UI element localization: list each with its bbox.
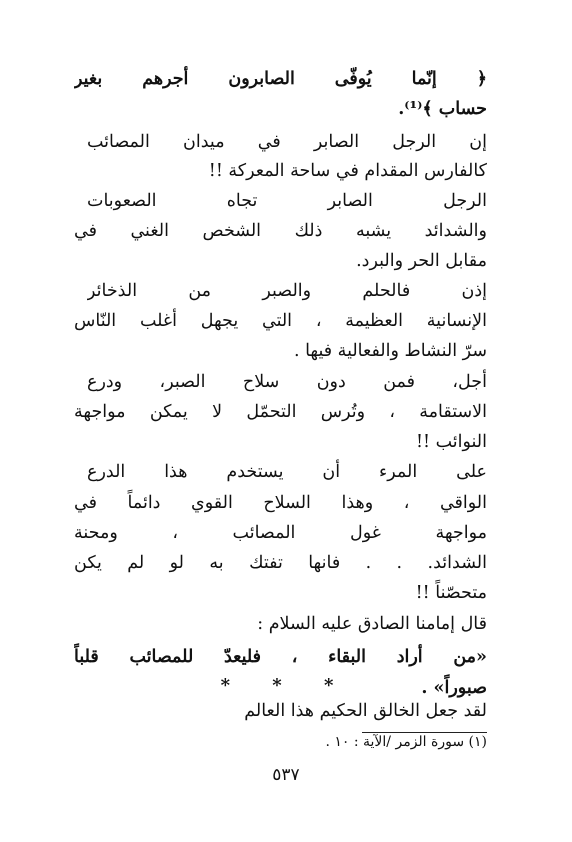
paragraph-1-line-1: إن الرجل الصابر في ميدان المصائب [87,132,487,152]
quote-line-2: صبوراً» . [421,678,487,698]
paragraph-5-line-5: متحصّناً !! [415,583,487,603]
closing-line: لقد جعل الخالق الحكيم هذا العالم [244,701,487,721]
paragraph-1-line-2: كالفارس المقدام في ساحة المعركة !! [208,161,487,181]
quote-line-1: «من أراد البقاء ، فليعدّ للمصائب قلباً [74,647,487,667]
paragraph-3-line-1: إذن فالحلم والصبر من الذخائر [87,281,487,301]
paragraph-3-line-2: الإنسانية العظيمة ، التي يجهل أغلب النّاس [74,311,487,331]
paragraph-4-line-1: أجل، فمن دون سلاح الصبر، ودرع [87,372,487,392]
paragraph-5-line-2: الواقي ، وهذا السلاح القوي دائماً في [74,493,487,513]
paragraph-2-line-3: مقابل الحر والبرد. [356,251,487,271]
paragraph-4-line-2: الاستقامة ، وتُرس التحمّل لا يمكن مواجهة [74,402,487,422]
paragraph-3-line-3: سرّ النشاط والفعالية فيها . [293,341,487,361]
paragraph-5-line-1: على المرء أن يستخدم هذا الدرع [87,462,487,482]
paragraph-2-line-2: والشدائد يشبه ذلك الشخص الغني في [74,221,487,241]
quran-verse-line-2: حساب ﴾⁽¹⁾. [398,99,487,119]
page-number: ٥٣٧ [272,765,300,785]
quote-intro: قال إمامنا الصادق عليه السلام : [257,614,487,634]
section-separator: * * * [220,675,352,696]
paragraph-2-line-1: الرجل الصابر تجاه الصعوبات [87,191,487,211]
paragraph-4-line-3: النوائب !! [415,432,487,452]
footnote: (١) سورة الزمر /الآية : ١٠ . [325,734,487,750]
paragraph-5-line-4: الشدائد. . . فانها تفتك به لو لم يكن [74,553,487,573]
footnote-divider [362,732,487,733]
paragraph-5-line-3: مواجهة غول المصائب ، ومحنة [74,523,487,543]
quran-verse-line-1: ﴿ إنّما يُوفّى الصابرون أجرهم بغير [74,69,487,89]
